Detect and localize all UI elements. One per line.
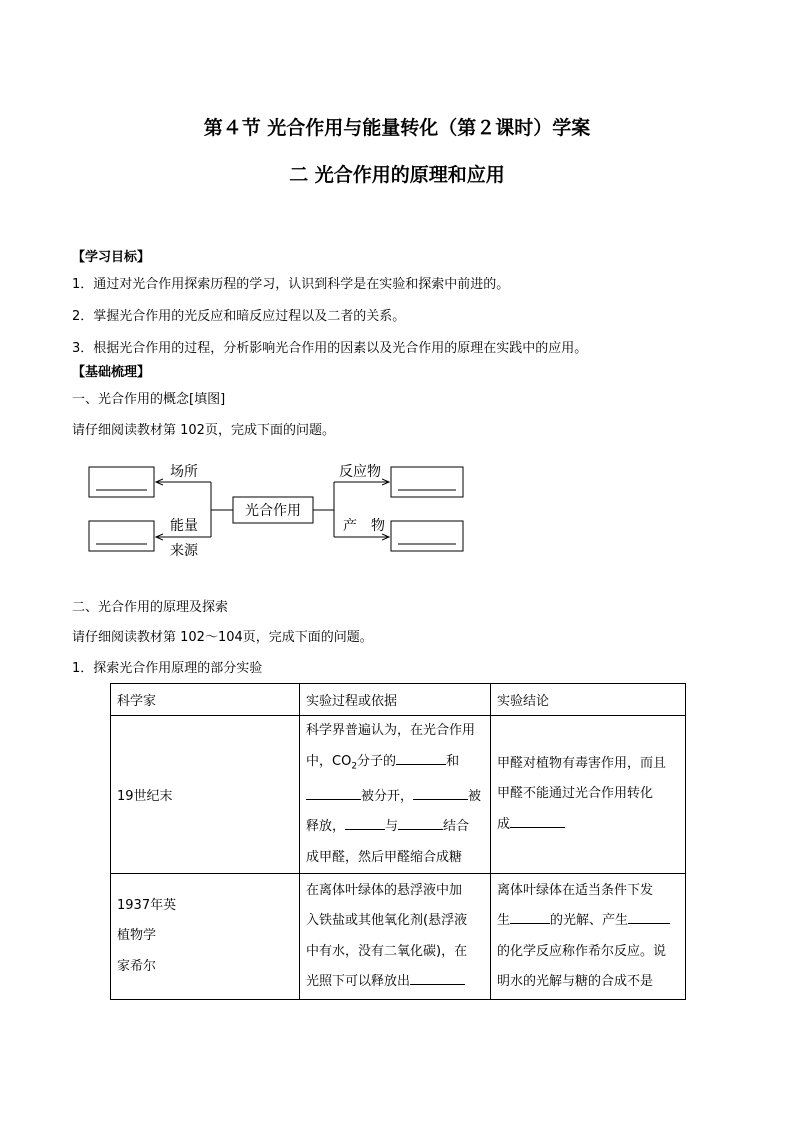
row2-conclusion-line1: 离体叶绿体在适当条件下发 bbox=[497, 882, 654, 898]
blank-field[interactable] bbox=[510, 815, 565, 828]
objective-item-3: 3．根据光合作用的过程，分析影响光合作用的因素以及光合作用的原理在实践中的应用。 bbox=[72, 341, 588, 356]
text: 的光解、产生 bbox=[550, 913, 629, 929]
row1-conclusion bbox=[491, 716, 686, 874]
table-row bbox=[111, 874, 686, 1000]
blank-field[interactable] bbox=[398, 817, 443, 830]
blank-field[interactable] bbox=[396, 752, 446, 765]
row1-process-line1: 科学界普遍认为，在光合作用 bbox=[306, 723, 476, 738]
text: 和 bbox=[446, 753, 460, 769]
row2-scientist-line1: 1937年英 bbox=[117, 897, 177, 913]
table-row bbox=[111, 716, 686, 874]
row2-conclusion bbox=[491, 874, 686, 1000]
text: 结合 bbox=[443, 819, 470, 835]
row1-conclusion-line2: 甲醛不能通过光合作用转化 bbox=[497, 786, 654, 802]
subscript: 2 bbox=[351, 761, 358, 772]
text: 中，CO bbox=[306, 753, 352, 769]
blank-field[interactable] bbox=[413, 787, 468, 800]
row1-process-line3 bbox=[306, 782, 484, 813]
label-reactants: 反应物 bbox=[339, 464, 381, 480]
row2-conclusion-line4: 明水的光解与糖的合成不是 bbox=[497, 974, 654, 990]
row1-conclusion-line1: 甲醛对植物有毒害作用，而且 bbox=[497, 755, 667, 771]
header-conclusion: 实验结论 bbox=[491, 684, 686, 716]
row1-process-line2 bbox=[306, 747, 484, 782]
section1-title: 一、光合作用的概念[填图] bbox=[72, 392, 226, 407]
text: 被分开， bbox=[361, 788, 414, 804]
basics-heading: 【基础梳理】 bbox=[72, 365, 151, 380]
row2-process-line2: 入铁盐或其他氧化剂(悬浮液 bbox=[306, 913, 468, 929]
row2-process-line1: 在离体叶绿体的悬浮液中加 bbox=[306, 882, 463, 898]
row2-conclusion-line2 bbox=[497, 906, 679, 937]
section2-instruction: 请仔细阅读教材第 102～104页，完成下面的问题。 bbox=[72, 630, 373, 645]
right-bottom-box[interactable] bbox=[391, 521, 463, 551]
row1-process bbox=[300, 716, 491, 874]
section1-instruction: 请仔细阅读教材第 102页，完成下面的问题。 bbox=[72, 423, 335, 438]
page-subtitle: 二 光合作用的原理和应用 bbox=[289, 164, 505, 186]
blank-field[interactable] bbox=[410, 972, 465, 985]
row2-scientist bbox=[111, 874, 300, 1000]
row2-process-line3: 中有水，没有二氧化碳)，在 bbox=[306, 943, 468, 959]
text: 光照下可以释放出 bbox=[306, 974, 411, 990]
row1-conclusion-line3 bbox=[497, 810, 679, 841]
header-process: 实验过程或依据 bbox=[300, 684, 491, 716]
text: 分子的 bbox=[357, 753, 397, 769]
label-location: 场所 bbox=[170, 464, 198, 480]
row1-scientist: 19世纪末 bbox=[111, 716, 300, 874]
row2-conclusion-line3: 的化学反应称作希尔反应。说 bbox=[497, 943, 667, 959]
text: 释放， bbox=[306, 819, 346, 835]
center-label: 光合作用 bbox=[245, 503, 301, 519]
experiments-table bbox=[110, 683, 686, 1000]
label-products: 产 物 bbox=[343, 518, 385, 534]
section2-title: 二、光合作用的原理及探索 bbox=[72, 600, 229, 615]
left-bottom-box[interactable] bbox=[89, 521, 154, 551]
blank-field[interactable] bbox=[345, 817, 385, 830]
blank-field[interactable] bbox=[510, 911, 550, 924]
header-scientist: 科学家 bbox=[111, 684, 300, 716]
right-top-box[interactable] bbox=[391, 467, 463, 497]
left-top-box[interactable] bbox=[89, 467, 154, 497]
page-title: 第４节 光合作用与能量转化（第２课时）学案 bbox=[203, 117, 591, 139]
label-source: 来源 bbox=[170, 543, 198, 559]
text: 与 bbox=[385, 819, 399, 835]
row2-scientist-line3: 家希尔 bbox=[117, 958, 157, 974]
text: 生 bbox=[497, 913, 511, 929]
subsection-title: 1．探索光合作用原理的部分实验 bbox=[72, 661, 263, 676]
row2-process bbox=[300, 874, 491, 1000]
objective-item-2: 2．掌握光合作用的光反应和暗反应过程以及二者的关系。 bbox=[72, 309, 406, 324]
row2-scientist-line2: 植物学 bbox=[117, 928, 157, 944]
row1-process-line4 bbox=[306, 812, 484, 843]
objectives-heading: 【学习目标】 bbox=[72, 250, 151, 265]
blank-field[interactable] bbox=[628, 911, 670, 924]
label-energy: 能量 bbox=[170, 518, 198, 534]
row1-process-line5: 成甲醛，然后甲醛缩合成糖 bbox=[306, 849, 463, 865]
text: 成 bbox=[497, 816, 511, 832]
photosynthesis-concept-diagram bbox=[84, 455, 474, 560]
objective-item-1: 1．通过对光合作用探索历程的学习，认识到科学是在实验和探索中前进的。 bbox=[72, 277, 510, 292]
blank-field[interactable] bbox=[306, 787, 361, 800]
text: 被 bbox=[468, 788, 482, 804]
row2-process-line4 bbox=[306, 967, 484, 998]
table-header-row bbox=[111, 684, 686, 716]
